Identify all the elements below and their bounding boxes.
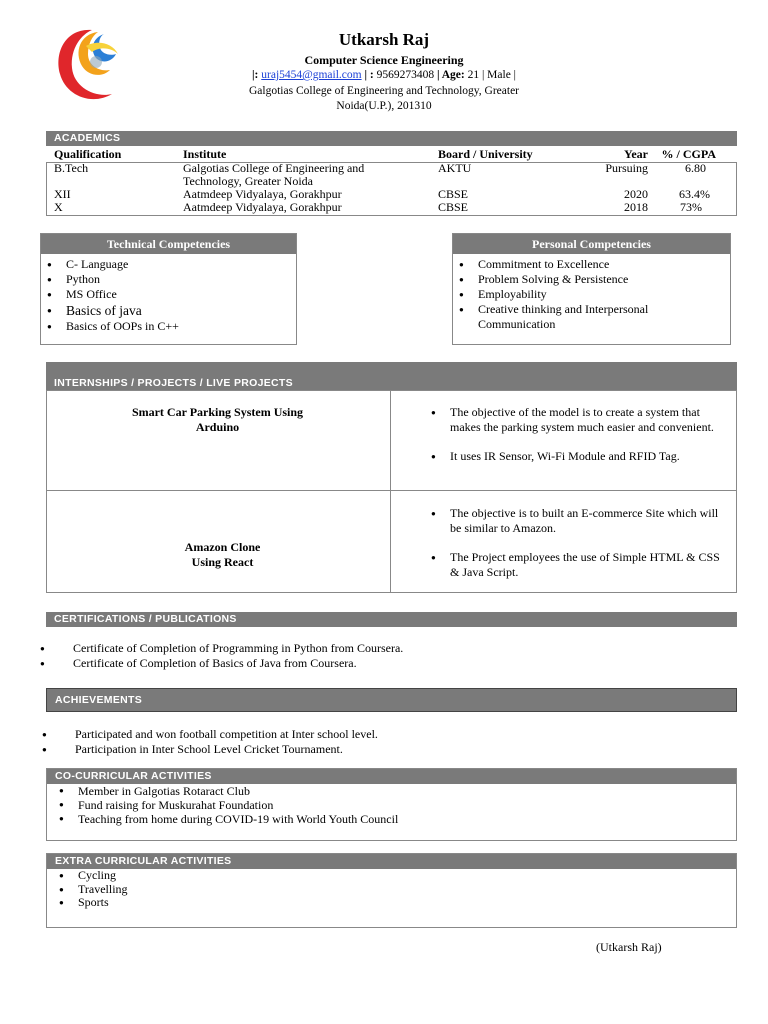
candidate-name: Utkarsh Raj <box>338 30 430 49</box>
technical-competencies-box <box>40 233 297 345</box>
cell: 2020 <box>624 187 648 201</box>
list-item: ● Basics of OOPs in C++ <box>41 319 296 334</box>
cell: Galgotias College of Engineering and Technology, Greater Noida <box>183 161 365 188</box>
extracurricular-box <box>46 853 737 928</box>
achievements-list <box>36 727 736 757</box>
contact-line <box>0 69 768 81</box>
list-item: ● The objective of the model is to create a system that makes the parking system much easier and convenient. <box>425 405 718 435</box>
table-row <box>54 201 734 214</box>
project-2-name-cell <box>46 490 391 593</box>
technical-list <box>41 257 296 334</box>
cocurricular-box <box>46 768 737 841</box>
project-1-name-cell <box>46 390 391 491</box>
list-item: ● Employability <box>453 287 710 302</box>
personal-list <box>453 257 730 332</box>
list-item: ● Member in Galgotias Rotaract Club <box>53 784 736 798</box>
certifications-list <box>34 641 734 671</box>
list-item: ● Participated and won football competition at Inter school level. <box>36 727 736 742</box>
project-2-details-cell <box>390 490 737 593</box>
extracurricular-title: EXTRA CURRICULAR ACTIVITIES <box>47 854 736 869</box>
list-item: ● Problem Solving & Persistence <box>453 272 710 287</box>
email-link[interactable]: uraj5454@gmail.com <box>261 69 362 81</box>
project-2-points <box>391 506 736 580</box>
project-1-points <box>391 405 736 464</box>
age-label: | Age: <box>436 69 465 81</box>
achievements-title: ACHIEVEMENTS <box>46 688 737 712</box>
list-item: ● Cycling <box>53 869 736 883</box>
project-1-name-line-2: Arduino <box>195 420 240 434</box>
college-address <box>240 84 528 114</box>
department: Computer Science Engineering <box>304 53 464 67</box>
list-item: ● It uses IR Sensor, Wi-Fi Module and RFID Tag. <box>425 449 718 464</box>
cell: AKTU <box>438 161 472 175</box>
college-line-2: Noida(U.P.), 201310 <box>336 100 432 112</box>
table-row <box>54 162 734 188</box>
col-cgpa: % / CGPA <box>661 147 716 161</box>
age: 21 <box>467 69 480 81</box>
project-1-details-cell <box>390 390 737 491</box>
col-board: Board / University <box>438 147 533 161</box>
list-item: ● Basics of java <box>41 302 296 319</box>
list-item: ● Certificate of Completion of Programming in Python from Coursera. <box>34 641 734 656</box>
personal-competencies-box <box>452 233 731 345</box>
cell: CBSE <box>438 187 469 201</box>
list-item: ● Teaching from home during COVID-19 with World Youth Council <box>53 812 736 826</box>
list-item: ● MS Office <box>41 287 296 302</box>
signature: (Utkarsh Raj) <box>596 940 662 954</box>
list-item: ● Sports <box>53 896 736 910</box>
cell: 73% <box>680 200 702 214</box>
list-item: ● Creative thinking and Interpersonal Communication <box>453 302 710 332</box>
academics-title: ACADEMICS <box>46 131 737 146</box>
cell: XII <box>54 187 71 201</box>
cell: CBSE <box>438 200 469 214</box>
project-1-name-line-1: Smart Car Parking System Using <box>131 405 304 419</box>
gender: | Male | <box>482 69 516 81</box>
project-2-name-line-1: Amazon Clone <box>184 540 261 554</box>
cell: Aatmdeep Vidyalaya, Gorakhpur <box>183 187 342 201</box>
projects-title: INTERNSHIPS / PROJECTS / LIVE PROJECTS <box>46 362 737 391</box>
project-2-name-line-2: Using React <box>191 555 254 569</box>
college-line-1: Galgotias College of Engineering and Technology, Greater <box>249 85 519 97</box>
list-item: ● Certificate of Completion of Basics of Java from Coursera. <box>34 656 734 671</box>
col-institute: Institute <box>183 147 227 161</box>
list-item: ● C- Language <box>41 257 296 272</box>
personal-competencies-title: Personal Competencies <box>453 234 730 254</box>
cocurricular-title: CO-CURRICULAR ACTIVITIES <box>47 769 736 784</box>
phone: 9569273408 <box>376 69 435 81</box>
cell: B.Tech <box>54 161 89 175</box>
cell: Pursuing <box>605 161 648 175</box>
list-item: ● Travelling <box>53 883 736 897</box>
list-item: ● Python <box>41 272 296 287</box>
cell: 6.80 <box>685 161 706 175</box>
list-item: ● Fund raising for Muskurahat Foundation <box>53 798 736 812</box>
cell: Aatmdeep Vidyalaya, Gorakhpur <box>183 200 342 214</box>
phone-separator: | : <box>364 69 374 81</box>
cell: X <box>54 200 63 214</box>
list-item: ● The Project employees the use of Simple HTML & CSS & Java Script. <box>425 550 722 580</box>
cell: 63.4% <box>679 187 710 201</box>
list-item: ● The objective is to built an E-commerce Site which will be similar to Amazon. <box>425 506 722 536</box>
list-item: ● Commitment to Excellence <box>453 257 710 272</box>
col-year: Year <box>624 147 648 161</box>
technical-competencies-title: Technical Competencies <box>41 234 296 254</box>
list-item: ● Participation in Inter School Level Cricket Tournament. <box>36 742 736 757</box>
extracurricular-list <box>47 869 736 910</box>
contact-prefix: |: <box>252 69 259 81</box>
col-qualification: Qualification <box>54 147 122 161</box>
cocurricular-list <box>47 784 736 826</box>
academics-table <box>54 147 734 214</box>
cell: 2018 <box>624 200 648 214</box>
certifications-title: CERTIFICATIONS / PUBLICATIONS <box>46 612 737 627</box>
